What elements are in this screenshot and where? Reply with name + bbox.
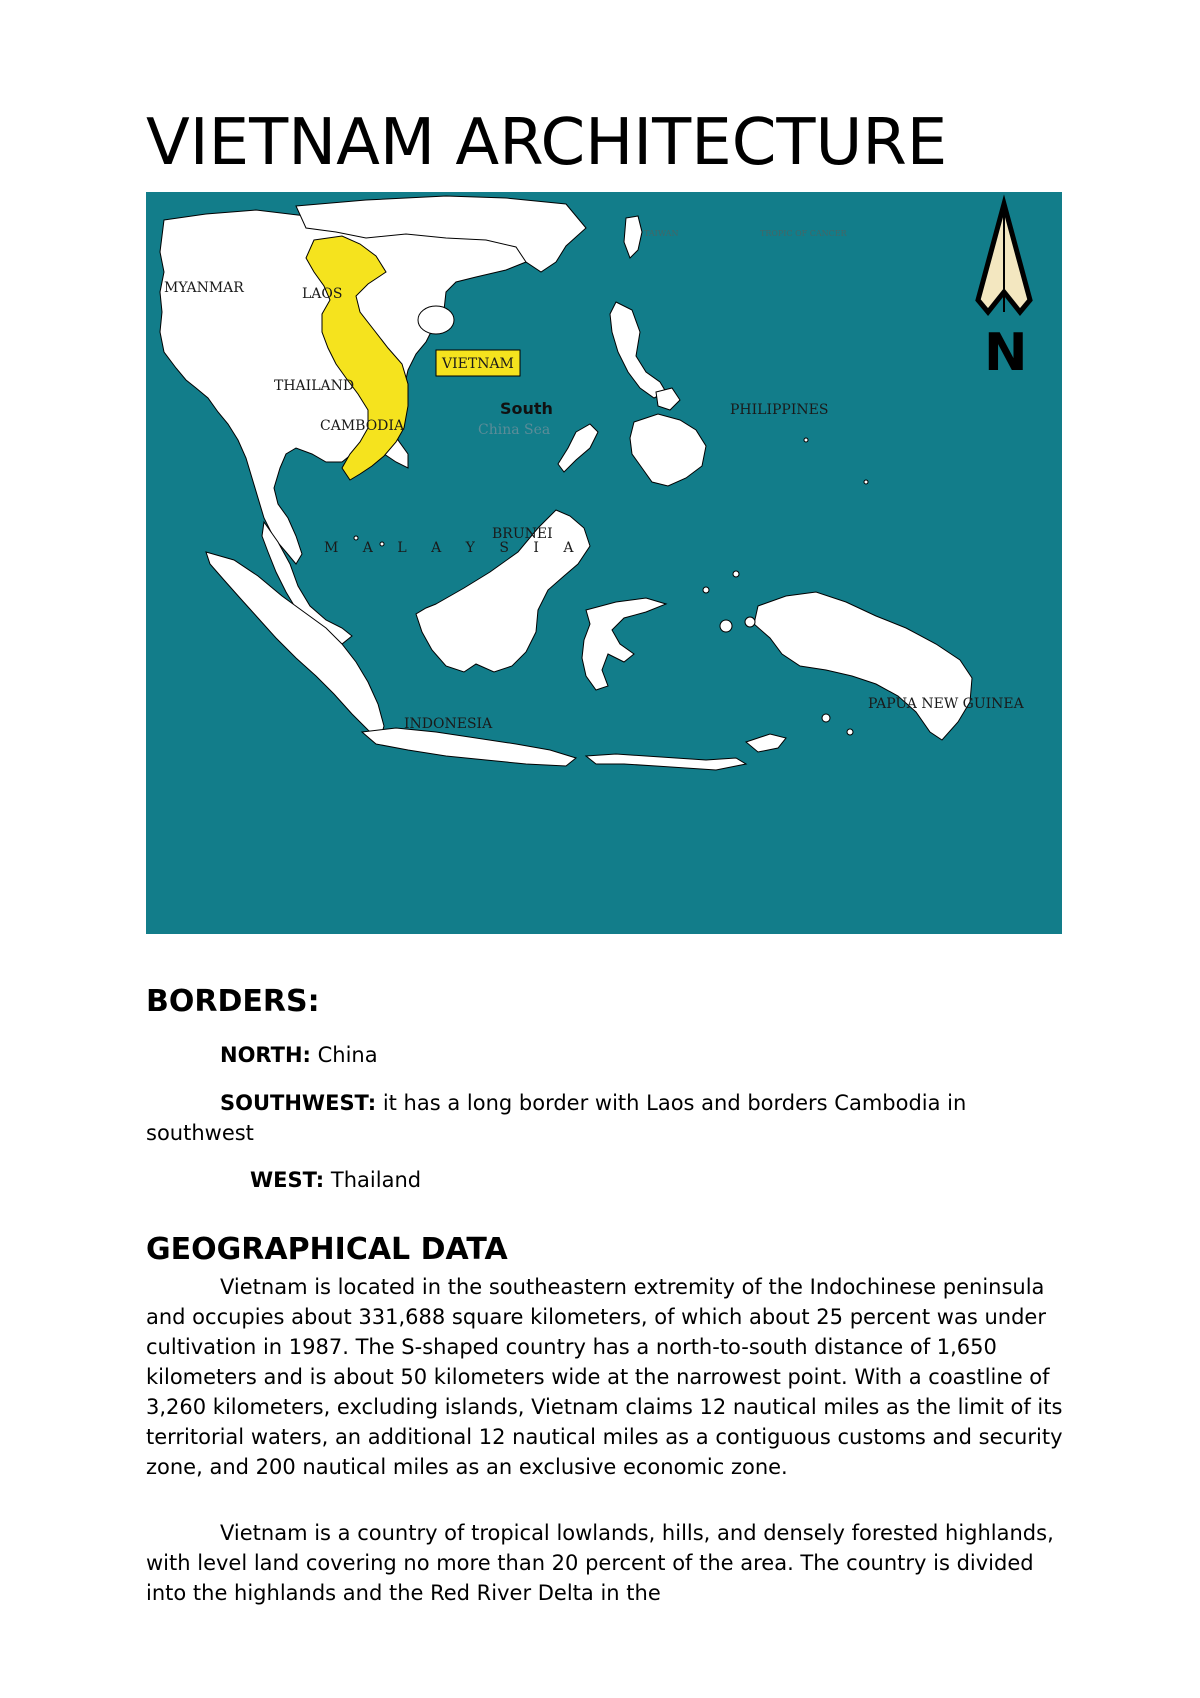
geographical-paragraph-1: Vietnam is located in the southeastern extremity of the Indochinese peninsula and occupies about 331,688 square kilometers, of which about 25 percent was under cultivation in 1987. The S-shaped country has a north-to-south distance of 1,650 kilometers and is about 50 kilometers wide at the narrowest point. With a coastline of 3,260 kilometers, excluding islands, Vietnam claims 12 nautical miles as the limit of its territorial waters, an additional 12 nautical miles as a contiguous customs and security zone, and 200 nautical miles as an exclusive economic zone. [146,1275,1063,1479]
label-philippines: PHILIPPINES [730,402,829,418]
label-south: South [500,399,553,418]
border-north [220,1040,378,1070]
label-indonesia: INDONESIA [404,716,493,732]
north-letter: N [984,323,1028,383]
borders-heading: BORDERS: [146,984,320,1019]
label-cambodia: CAMBODIA [320,418,405,434]
border-southwest-value: it has a long border with Laos and borders Cambodia in southwest [146,1091,967,1145]
label-thailand: THAILAND [274,378,355,394]
border-west [250,1165,421,1195]
southeast-asia-map [146,192,1062,934]
label-taiwan: TAIWAN [644,229,679,238]
geographical-paragraph-2: Vietnam is a country of tropical lowlands, hills, and densely forested highlands, with level land covering no more than 20 percent of the area. The country is divided into the highlands and the Red River Delta in the [146,1521,1054,1605]
label-brunei: BRUNEI [492,526,553,542]
label-laos: LAOS [302,286,343,302]
label-papua: PAPUA NEW GUINEA [868,696,1024,712]
label-china-sea: China Sea [478,422,551,438]
page-title: VIETNAM ARCHITECTURE [146,106,948,180]
label-myanmar: MYANMAR [164,280,244,296]
geographical-heading: GEOGRAPHICAL DATA [146,1232,508,1267]
border-west-label: WEST: [250,1168,325,1192]
label-vietnam: VIETNAM [442,356,514,372]
border-west-value: Thailand [324,1168,422,1192]
border-north-value: China [310,1043,378,1067]
label-malaysia: M A L A Y S I A [324,540,584,556]
border-north-label: NORTH: [220,1043,311,1067]
label-tropic: TROPIC OF CANCER [760,229,847,238]
map-hainan [418,306,454,334]
border-southwest-label: SOUTHWEST: [220,1091,377,1115]
border-southwest [146,1088,1066,1148]
